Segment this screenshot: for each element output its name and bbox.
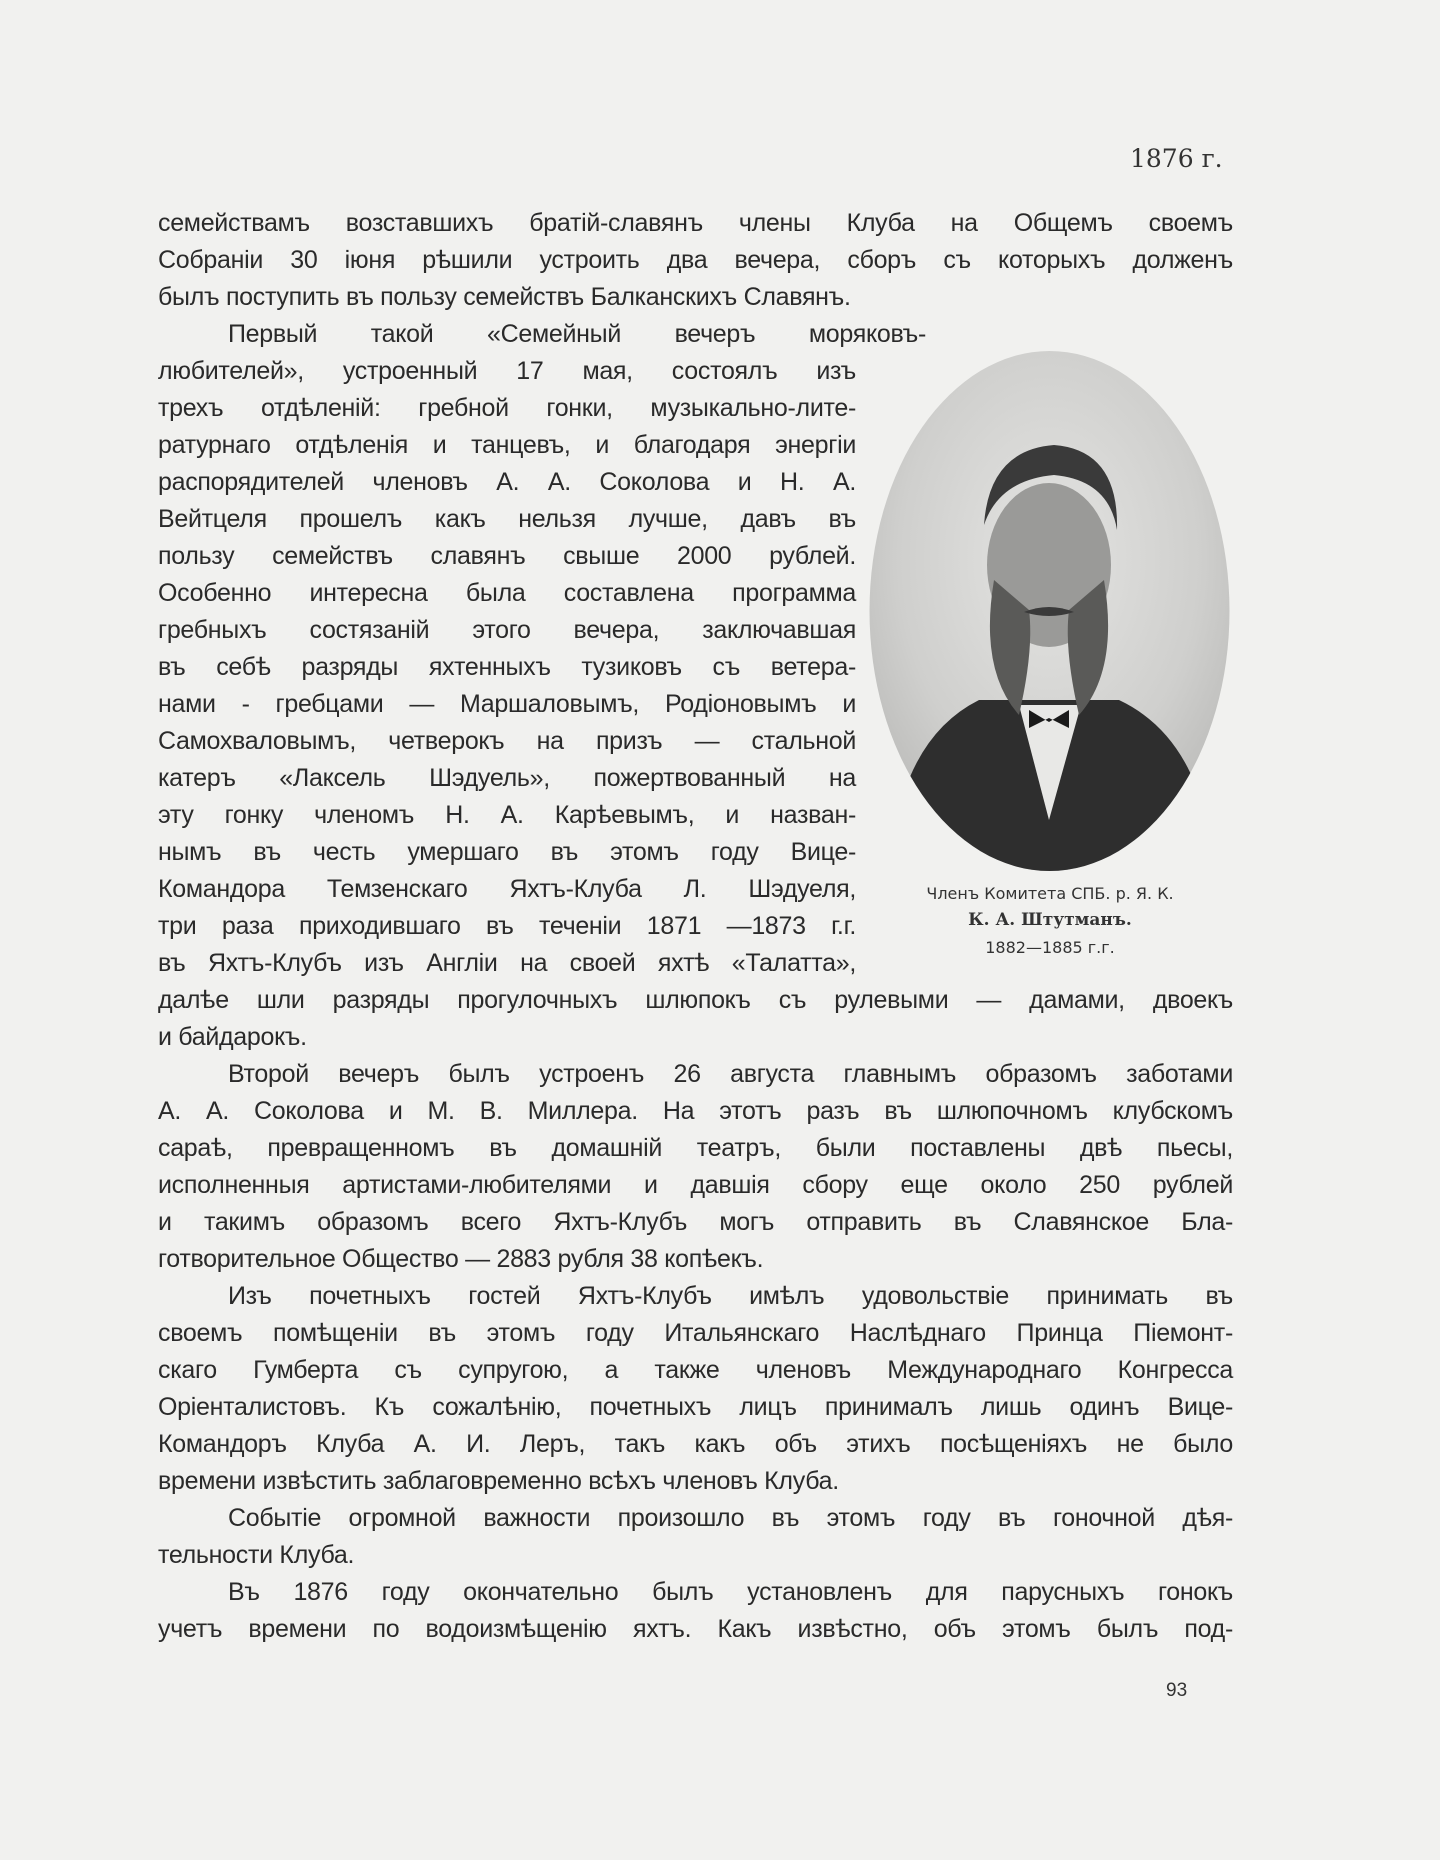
text-line: ратурнаго отдѣленія и танцевъ, и благодаря энергіи	[158, 431, 856, 459]
text-line: нами - гребцами — Маршаловымъ, Родіоновымъ и	[158, 690, 856, 718]
text-line: Въ 1876 году окончательно былъ установленъ для парусныхъ гонокъ	[228, 1578, 1233, 1606]
text-line: трехъ отдѣленій: гребной гонки, музыкально-лите-	[158, 394, 856, 422]
text-line: пользу семействъ славянъ свыше 2000 рублей.	[158, 542, 856, 570]
text-line: катеръ «Лаксель Шэдуель», пожертвованный на	[158, 764, 856, 792]
text-line: своемъ помѣщеніи въ этомъ году Итальянскаго Наслѣднаго Принца Піемонт-	[158, 1319, 1233, 1347]
text-line: сараѣ, превращенномъ въ домашній театръ, были поставлены двѣ пьесы,	[158, 1134, 1233, 1162]
running-header-year: 1876 г.	[1130, 144, 1223, 173]
text-line: Особенно интересна была составлена программа	[158, 579, 856, 607]
text-line: въ себѣ разряды яхтенныхъ тузиковъ съ ветера-	[158, 653, 856, 681]
text-line: Оріенталистовъ. Къ сожалѣнію, почетныхъ лицъ принималъ лишь одинъ Вице-	[158, 1393, 1233, 1421]
text-line: гребныхъ состязаній этого вечера, заключавшая	[158, 616, 856, 644]
caption-title: Членъ Комитета СПБ. р. Я. К.	[926, 884, 1174, 903]
text-line: Командора Темзенскаго Яхтъ-Клуба Л. Шэдуеля,	[158, 875, 856, 903]
text-line: распорядителей членовъ А. А. Соколова и Н. А.	[158, 468, 856, 496]
portrait-caption	[870, 880, 1230, 961]
text-line: далѣе шли разряды прогулочныхъ шлюпокъ съ рулевыми — дамами, двоекъ	[158, 986, 1233, 1014]
text-line: эту гонку членомъ Н. А. Карѣевымъ, и назван-	[158, 801, 856, 829]
text-line: учетъ времени по водоизмѣщенію яхтъ. Какъ извѣстно, объ этомъ былъ под-	[158, 1615, 1233, 1643]
text-line: скаго Гумберта съ супругою, а также членовъ Международнаго Конгресса	[158, 1356, 1233, 1384]
text-line: и такимъ образомъ всего Яхтъ-Клубъ могъ отправить въ Славянское Бла-	[158, 1208, 1233, 1236]
text-line: любителей», устроенный 17 мая, состоялъ изъ	[158, 357, 856, 385]
text-line: готворительное Общество — 2883 рубля 38 копѣекъ.	[158, 1245, 764, 1273]
text-line: нымъ въ честь умершаго въ этомъ году Вице-	[158, 838, 856, 866]
text-line: Второй вечеръ былъ устроенъ 26 августа главнымъ образомъ заботами	[228, 1060, 1233, 1088]
caption-name: К. А. Штутманъ.	[968, 910, 1132, 930]
text-line: А. А. Соколова и М. В. Миллера. На этотъ разъ въ шлюпочномъ клубскомъ	[158, 1097, 1233, 1125]
text-line: времени извѣстить заблаговременно всѣхъ членовъ Клуба.	[158, 1467, 839, 1495]
text-line: Первый такой «Семейный вечеръ моряковъ-	[228, 320, 926, 348]
text-line: былъ поступить въ пользу семействъ Балканскихъ Славянъ.	[158, 283, 851, 311]
portrait-photo	[869, 350, 1230, 872]
text-line: Командоръ Клуба А. И. Леръ, такъ какъ объ этихъ посѣщеніяхъ не было	[158, 1430, 1233, 1458]
page-number: 93	[1166, 1680, 1188, 1701]
text-line: въ Яхтъ-Клубъ изъ Англіи на своей яхтѣ «Талатта»,	[158, 949, 856, 977]
text-line: тельности Клуба.	[158, 1541, 355, 1569]
text-line: Самохваловымъ, четверокъ на призъ — стальной	[158, 727, 856, 755]
text-line: Собраніи 30 іюня рѣшили устроить два вечера, сборъ съ которыхъ долженъ	[158, 246, 1233, 274]
text-line: Изъ почетныхъ гостей Яхтъ-Клубъ имѣлъ удовольствіе принимать въ	[228, 1282, 1233, 1310]
text-line: три раза приходившаго въ теченіи 1871 —1873 г.г.	[158, 912, 856, 940]
caption-years: 1882—1885 г.г.	[985, 938, 1115, 957]
text-line: и байдарокъ.	[158, 1023, 307, 1051]
text-line: семействамъ возставшихъ братій-славянъ члены Клуба на Общемъ своемъ	[158, 209, 1233, 237]
text-line: Событіе огромной важности произошло въ этомъ году въ гоночной дѣя-	[228, 1504, 1233, 1532]
text-line: Вейтцеля прошелъ какъ нельзя лучше, давъ въ	[158, 505, 856, 533]
text-line: исполненныя артистами-любителями и давшія сбору еще около 250 рублей	[158, 1171, 1233, 1199]
